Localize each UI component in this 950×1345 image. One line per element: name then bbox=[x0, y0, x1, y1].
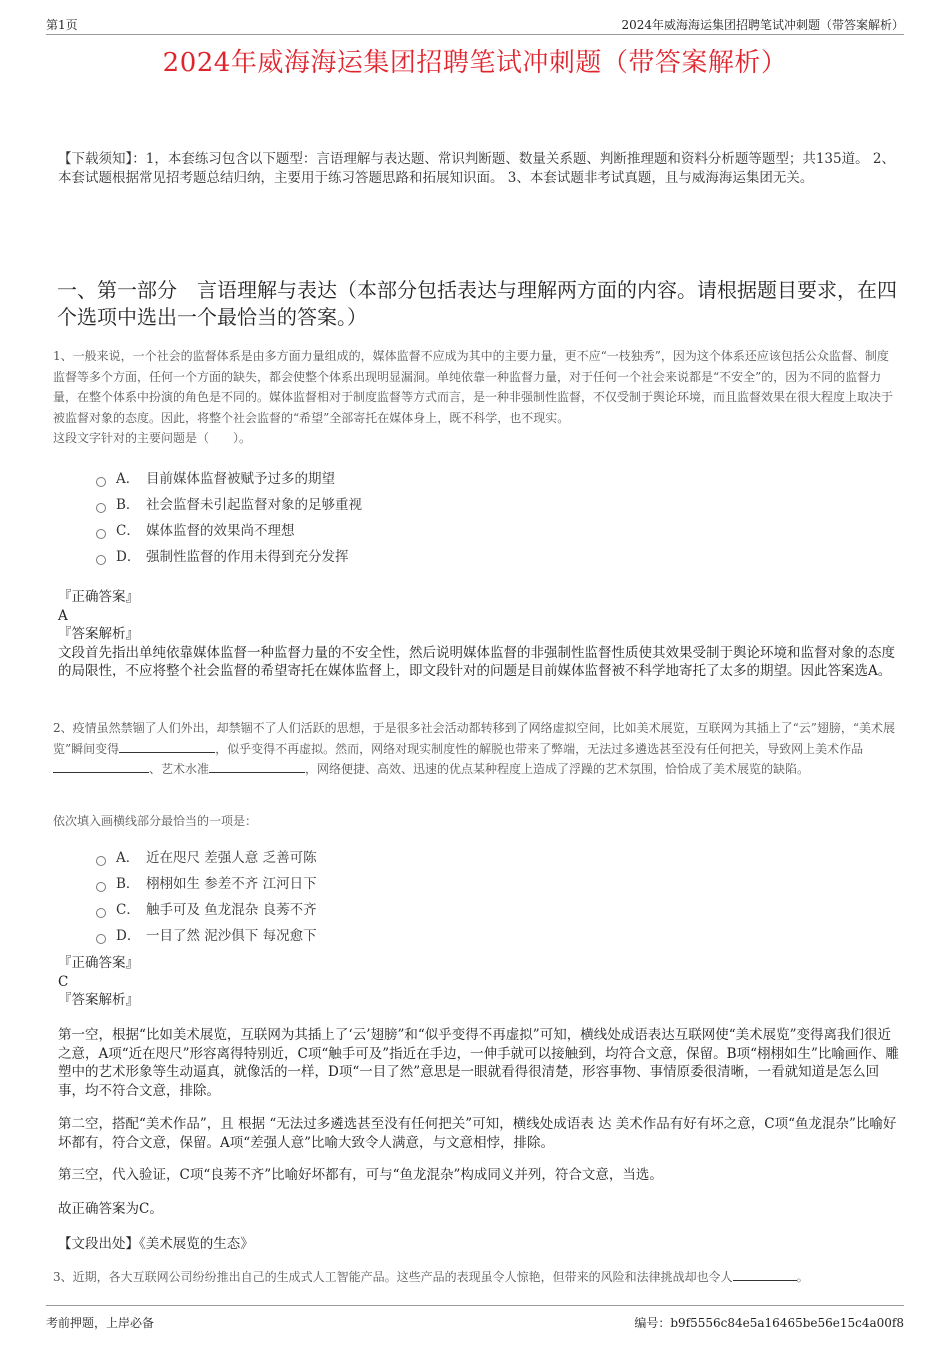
q1-option-a[interactable]: A． 目前媒体监督被赋予过多的期望 bbox=[96, 466, 362, 492]
q2-option-a[interactable]: A． 近在咫尺 差强人意 乏善可陈 bbox=[96, 845, 317, 871]
section-heading: 一、第一部分 言语理解与表达（本部分包括表达与理解两方面的内容。请根据题目要求，在四个选项中选出一个最恰当的答案。） bbox=[57, 278, 897, 329]
answer-value: C bbox=[58, 973, 69, 990]
question-1-prompt: 这段文字针对的主要问题是（ ）。 bbox=[53, 431, 252, 445]
q2-analysis-3: 第三空，代入验证，C项“良莠不齐”比喻好坏都有，可与“鱼龙混杂”构成同义并列，符合文意，当选。 bbox=[58, 1167, 663, 1183]
analysis-label: 『答案解析』 bbox=[58, 626, 139, 642]
page-title: 2024年威海海运集团招聘笔试冲刺题（带答案解析） bbox=[162, 48, 788, 78]
radio-icon[interactable] bbox=[96, 503, 106, 513]
fill-blank bbox=[209, 762, 305, 773]
question-1-options bbox=[96, 466, 362, 570]
radio-icon[interactable] bbox=[96, 477, 106, 487]
q1-option-d[interactable]: D． 强制性监督的作用未得到充分发挥 bbox=[96, 544, 362, 570]
footer-slogan: 考前押题，上岸必备 bbox=[46, 1316, 155, 1330]
fill-blank bbox=[53, 762, 149, 773]
radio-icon[interactable] bbox=[96, 856, 106, 866]
download-notice: 【下载须知】：1，本套练习包含以下题型：言语理解与表达题、常识判断题、数量关系题、判断推理题和资料分析题等题型；共135道。 2、本套试题根据常见招考题总结归纳，主要用于练习答题思路和拓展知识面。 3、本套试题非考试真题，且与威海海运集团无关。 bbox=[58, 151, 895, 186]
page-footer bbox=[46, 1305, 904, 1330]
q1-option-c[interactable]: C． 媒体监督的效果尚不理想 bbox=[96, 518, 362, 544]
question-2-prompt: 依次填入画横线部分最恰当的一项是： bbox=[53, 814, 258, 828]
q2-option-b[interactable]: B． 栩栩如生 参差不齐 江河日下 bbox=[96, 871, 317, 897]
q2-analysis-1: 第一空，根据“比如美术展览，互联网为其插上了‘云’翅膀”和“似乎变得不再虚拟”可知，横线处成语表达互联网使“美术展览”变得离我们很近之意，A项“近在咫尺”形容离得特别近，C项“触手可及”指近在手边，一伸手就可以接触到，均符合文意，保留。B项“栩栩如生”比喻画作、雕塑中的艺术形象等生动逼真，就像活的一样，D项“一目了然”意思是一眼就看得很清楚，形容事物、事情原委很清晰，一看就知道是怎么回事，均不符合文意，排除。 bbox=[58, 1027, 899, 1099]
page-header bbox=[46, 14, 904, 35]
answer-label: 『正确答案』 bbox=[58, 589, 139, 605]
q1-option-b[interactable]: B． 社会监督未引起监督对象的足够重视 bbox=[96, 492, 362, 518]
question-2-answer-block bbox=[58, 954, 900, 1010]
fill-blank bbox=[733, 1270, 797, 1281]
q2-source: 【文段出处】《美术展览的生态》 bbox=[58, 1236, 254, 1252]
radio-icon[interactable] bbox=[96, 934, 106, 944]
header-doc-title: 2024年威海海运集团招聘笔试冲刺题（带答案解析） bbox=[621, 18, 904, 32]
page-number: 第1页 bbox=[46, 18, 78, 32]
question-1-stem: 1、一般来说，一个社会的监督体系是由多方面力量组成的，媒体监督不应成为其中的主要力量，更不应“一枝独秀”，因为这个体系还应该包括公众监督、制度监督等多个方面，任何一个方面的缺失，都会使整个体系出现明显漏洞。单纯依靠一种监督力量，对于任何一个社会来说都是“不安全”的，因为不同的监督力量，在整个体系中扮演的角色是不同的。媒体监督相对于制度监督等方式而言，是一种非强制性监督，不仅受制于舆论环境，而且监督效果在很大程度上取决于被监督对象的态度。因此，将整个社会监督的“希望”全部寄托在媒体身上，既不科学，也不现实。 bbox=[53, 349, 894, 425]
analysis-text: 文段首先指出单纯依靠媒体监督一种监督力量的不安全性，然后说明媒体监督的非强制性监督性质使其效果受制于舆论环境和监督对象的态度的局限性，不应将整个社会监督的希望寄托在媒体监督上，即文段针对的问题是目前媒体监督被不科学地寄托了太多的期望。因此答案选A。 bbox=[58, 644, 895, 679]
radio-icon[interactable] bbox=[96, 908, 106, 918]
q2-analysis-2: 第二空，搭配“美术作品”，且 根据 “无法过多遴选甚至没有任何把关”可知，横线处成语表 达 美术作品有好有坏之意，C项“鱼龙混杂”比喻好坏都有，符合文意，保留。A项“差强人意”比喻大致令人满意，与文意相悖，排除。 bbox=[58, 1116, 897, 1151]
fill-blank bbox=[119, 742, 215, 753]
analysis-label: 『答案解析』 bbox=[58, 992, 139, 1008]
radio-icon[interactable] bbox=[96, 555, 106, 565]
question-2: 2、疫情虽然禁锢了人们外出，却禁锢不了人们活跃的思想，于是很多社会活动都转移到了网络虚拟空间，比如美术展览，互联网为其插上了“云”翅膀，“美术展览”瞬间变得 ，似乎变得不再虚拟。然而，网络对现实制度性的解脱也带来了弊端，无法过多遴选甚至没有任何把关，导致网上美术作品、艺术水准 ，网络便捷、高效、迅速的优点某种程度上造成了浮躁的艺术氛围，恰恰成了美术展览的缺陷。 bbox=[53, 721, 896, 776]
question-1 bbox=[53, 346, 900, 449]
question-3: 3、近期，各大互联网公司纷纷推出自己的生成式人工智能产品。这些产品的表现虽令人惊艳，但带来的风险和法律挑战却也令人 。 bbox=[53, 1270, 809, 1284]
radio-icon[interactable] bbox=[96, 882, 106, 892]
q2-option-d[interactable]: D． 一目了然 泥沙俱下 每况愈下 bbox=[96, 923, 317, 949]
q2-analysis-4: 故正确答案为C。 bbox=[58, 1201, 163, 1217]
answer-value: A bbox=[58, 607, 68, 624]
answer-label: 『正确答案』 bbox=[58, 955, 139, 971]
footer-doc-id: 编号：b9f5556c84e5a16465be56e15c4a00f8 bbox=[634, 1316, 904, 1330]
radio-icon[interactable] bbox=[96, 529, 106, 539]
q2-option-c[interactable]: C． 触手可及 鱼龙混杂 良莠不齐 bbox=[96, 897, 317, 923]
question-1-answer-block bbox=[58, 588, 900, 681]
question-2-options bbox=[96, 845, 317, 949]
